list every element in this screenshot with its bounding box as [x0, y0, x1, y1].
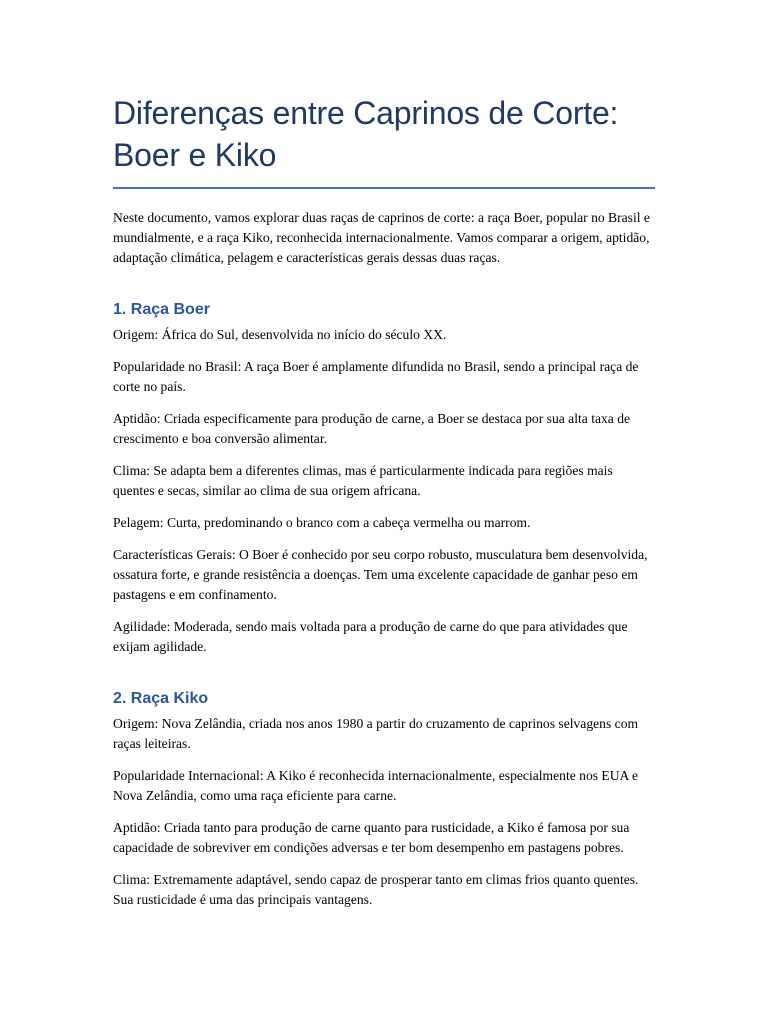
document-title: Diferenças entre Caprinos de Corte: Boer e Kiko: [113, 92, 655, 189]
kiko-aptidao-paragraph: Aptidão: Criada tanto para produção de carne quanto para rusticidade, a Kiko é famosa por sua capacidade de sobreviver em condições adversas e ter bom desempenho em pastagens pobres.: [113, 820, 630, 855]
kiko-origem-paragraph: Origem: Nova Zelândia, criada nos anos 1980 a partir do cruzamento de caprinos selvagens com raças leiteiras.: [113, 716, 639, 751]
kiko-clima-paragraph: Clima: Extremamente adaptável, sendo capaz de prosperar tanto em climas frios quanto quentes. Sua rusticidade é uma das principais vantagens.: [113, 872, 639, 907]
boer-aptidao-paragraph: Aptidão: Criada especificamente para produção de carne, a Boer se destaca por sua alta taxa de crescimento e boa conversão alimentar.: [113, 411, 631, 446]
section-heading-kiko: 2. Raça Kiko: [113, 690, 209, 707]
section-heading-boer: 1. Raça Boer: [113, 301, 210, 318]
boer-origem-paragraph: Origem: África do Sul, desenvolvida no início do século XX.: [113, 327, 447, 342]
boer-popularidade-paragraph: Popularidade no Brasil: A raça Boer é amplamente difundida no Brasil, sendo a principal raça de corte no país.: [113, 359, 639, 394]
boer-clima-paragraph: Clima: Se adapta bem a diferentes climas, mas é particularmente indicada para regiões mais quentes e secas, similar ao clima de sua origem africana.: [113, 463, 613, 498]
boer-pelagem-paragraph: Pelagem: Curta, predominando o branco com a cabeça vermelha ou marrom.: [113, 515, 531, 530]
boer-agilidade-paragraph: Agilidade: Moderada, sendo mais voltada para a produção de carne do que para atividades que exijam agilidade.: [113, 619, 628, 654]
boer-caracteristicas-paragraph: Características Gerais: O Boer é conhecido por seu corpo robusto, musculatura bem desenvolvida, ossatura forte, e grande resistência a doenças. Tem uma excelente capacidade de ganhar peso em pastagens e em confinamento.: [113, 547, 648, 602]
intro-paragraph: Neste documento, vamos explorar duas raças de caprinos de corte: a raça Boer, popular no Brasil e mundialmente, e a raça Kiko, reconhecida internacionalmente. Vamos comparar a origem, aptidão, adaptação climática, pelagem e características gerais dessas duas raças.: [113, 210, 650, 265]
document-page: [113, 92, 655, 910]
kiko-popularidade-paragraph: Popularidade Internacional: A Kiko é reconhecida internacionalmente, especialmente nos EUA e Nova Zelândia, como uma raça eficiente para carne.: [113, 768, 639, 803]
